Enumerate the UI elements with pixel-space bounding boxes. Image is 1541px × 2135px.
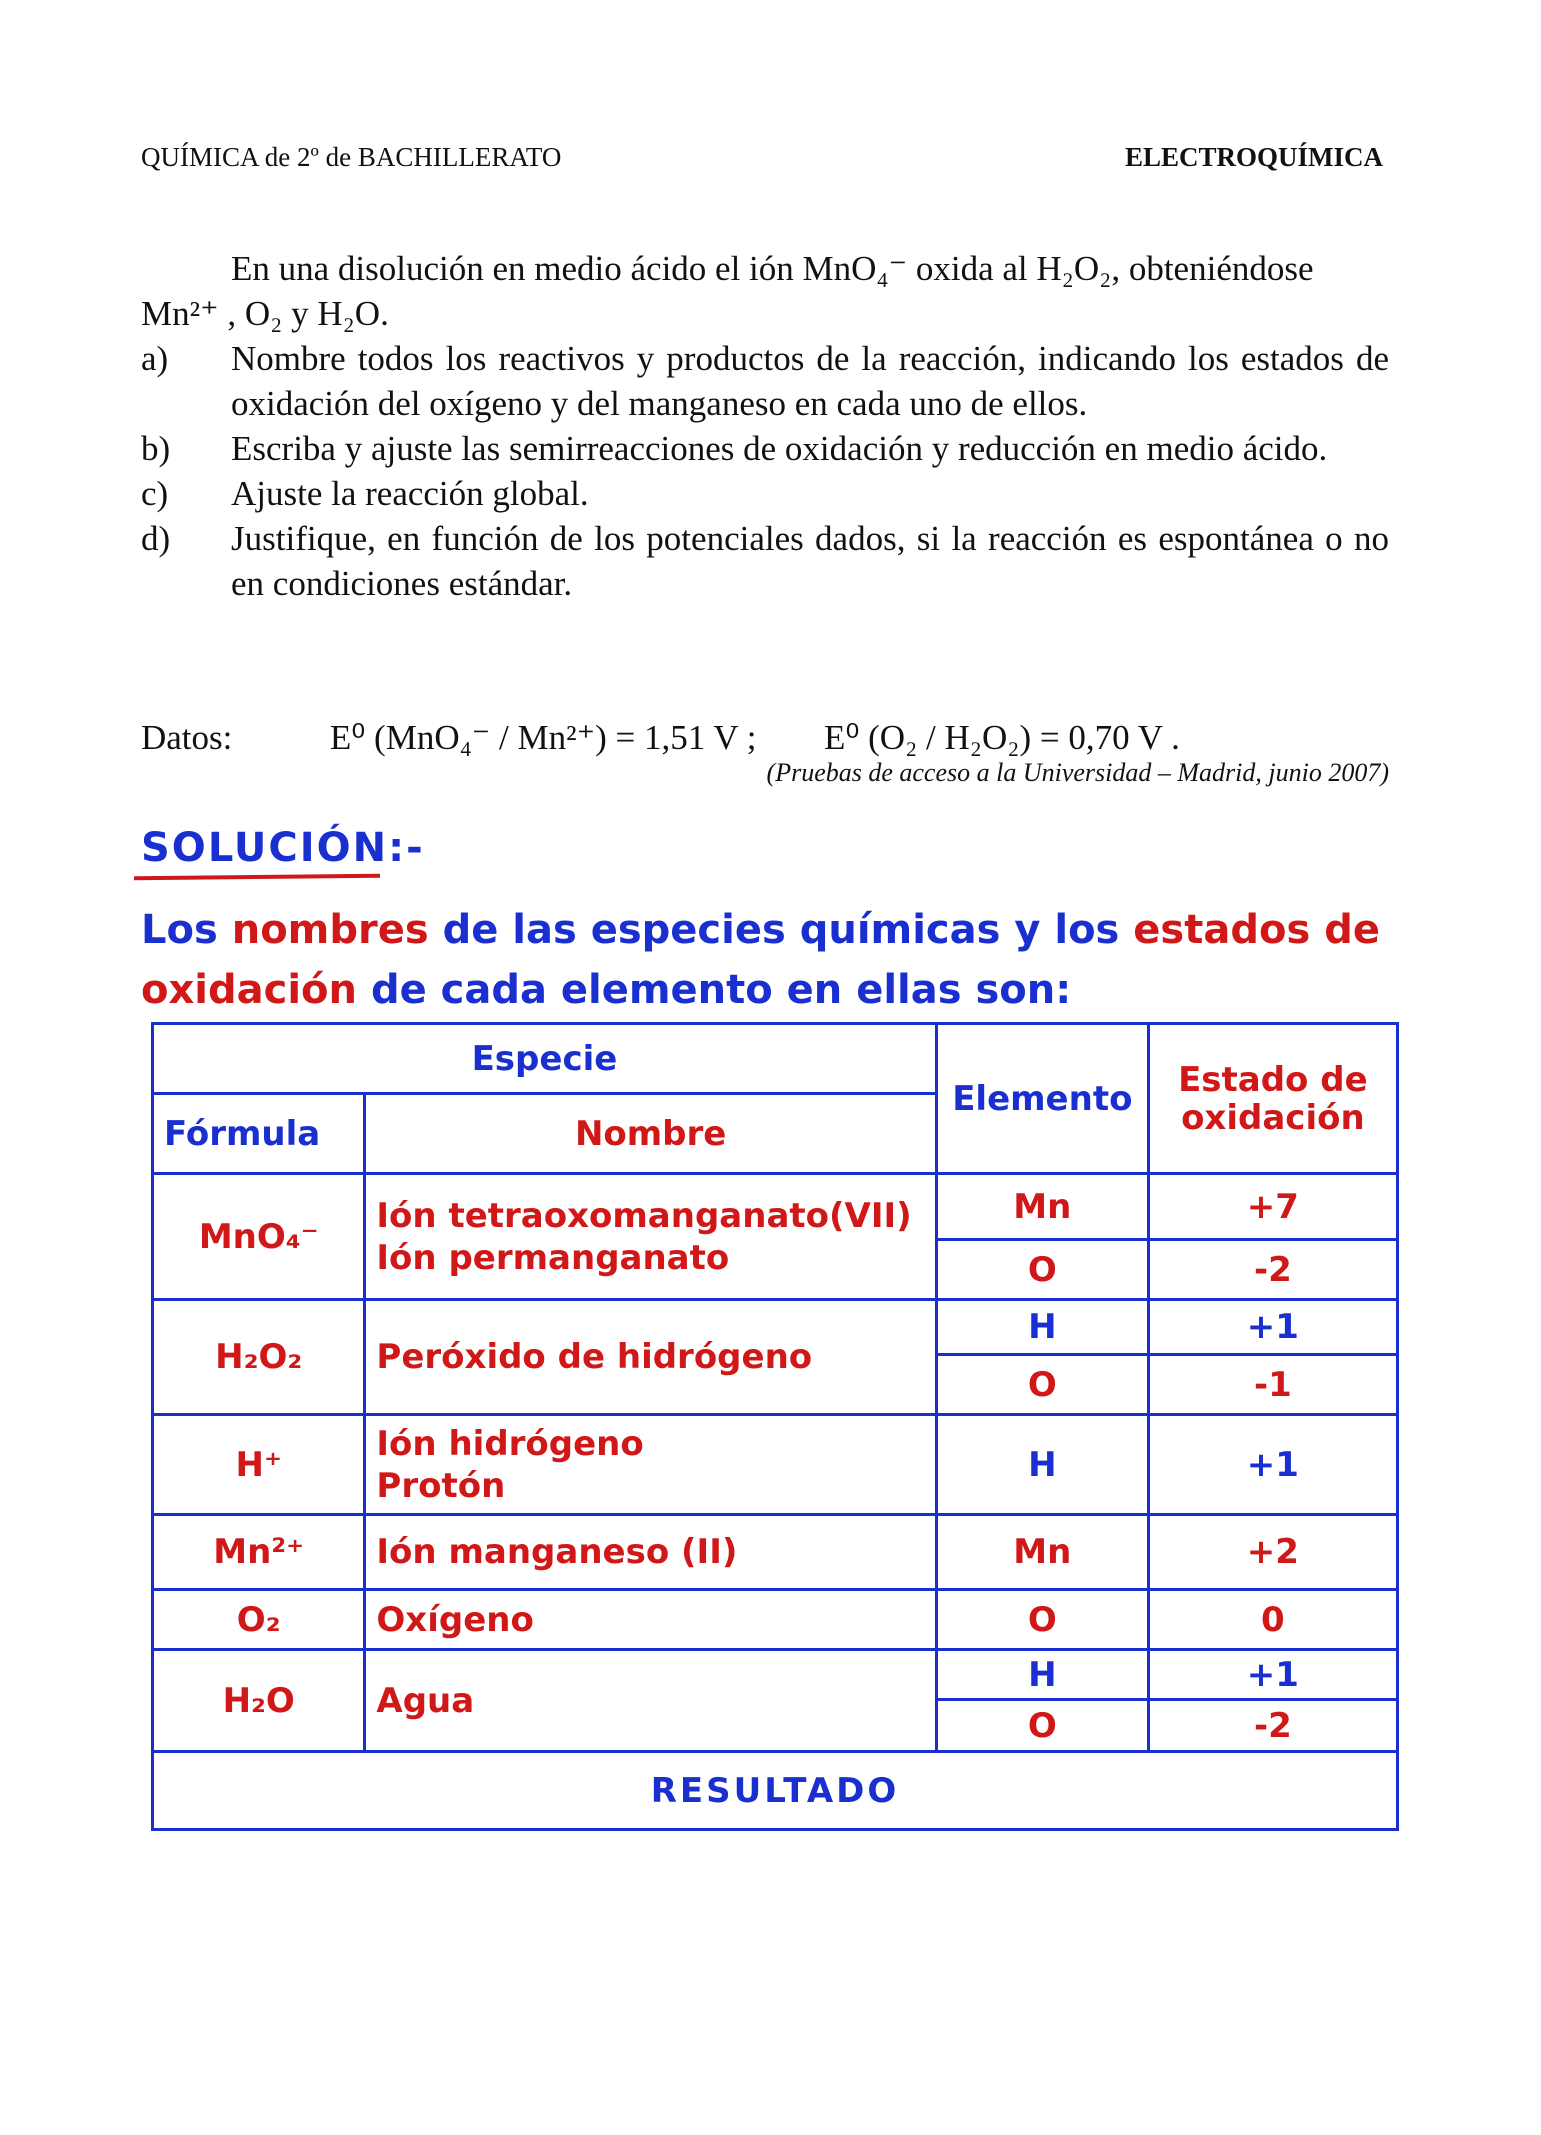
elemento-cell: O: [936, 1240, 1148, 1300]
elemento-cell: O: [936, 1355, 1148, 1415]
elemento-cell: H: [936, 1650, 1148, 1700]
data-label: Datos:: [141, 718, 233, 757]
estado-cell: -2: [1148, 1700, 1397, 1752]
item-label: b): [141, 429, 171, 468]
nombre-line: Ión hidrógeno: [376, 1423, 644, 1464]
elemento-cell: O: [936, 1700, 1148, 1752]
formula-h2o: H₂O: [153, 1650, 365, 1752]
estado-cell: +1: [1148, 1415, 1397, 1515]
elemento-cell: Mn: [936, 1174, 1148, 1240]
estado-cell: +1: [1148, 1650, 1397, 1700]
nombre-h2o2: Peróxido de hidrógeno: [365, 1300, 936, 1415]
estado-cell: +1: [1148, 1300, 1397, 1355]
estado-cell: +7: [1148, 1174, 1397, 1240]
intro-text: de cada elemento en ellas son:: [370, 967, 1072, 1013]
data-potential-2: E⁰ (O₂ / H₂O₂) = 0,70 V .: [823, 718, 1180, 757]
estado-cell: -2: [1148, 1240, 1397, 1300]
data-line: [141, 718, 1180, 758]
header-topic: ELECTROQUÍMICA: [1124, 142, 1383, 172]
nombre-line: Ión permanganato: [376, 1237, 730, 1278]
header-estado: Estado de oxidación: [1148, 1024, 1397, 1174]
intro-highlight: estados de oxidación: [141, 907, 1380, 1013]
nombre-o2: Oxígeno: [365, 1590, 936, 1650]
solution-intro: [141, 900, 1411, 1020]
header-especie: Especie: [153, 1024, 937, 1094]
estado-cell: 0: [1148, 1590, 1397, 1650]
nombre-line: Protón: [376, 1465, 506, 1506]
solution-title: SOLUCIÓN:-: [141, 825, 425, 871]
data-potential-1: E⁰ (MnO₄⁻ / Mn²⁺) = 1,51 V ;: [329, 718, 757, 757]
nombre-line: Ión tetraoxomanganato(VII): [376, 1195, 912, 1236]
elemento-cell: H: [936, 1415, 1148, 1515]
elemento-cell: O: [936, 1590, 1148, 1650]
item-text: Ajuste la reacción global.: [231, 474, 589, 513]
nombre-h2o: Agua: [365, 1650, 936, 1752]
item-label: a): [141, 339, 169, 378]
item-b: [141, 426, 1389, 471]
header-elemento: Elemento: [936, 1024, 1148, 1174]
formula-o2: O₂: [153, 1590, 365, 1650]
item-d: [141, 516, 1389, 606]
source-citation: (Pruebas de acceso a la Universidad – Madrid, junio 2007): [766, 758, 1389, 787]
nombre-h-plus: [365, 1415, 936, 1515]
species-table: [151, 1022, 1399, 1831]
nombre-mno4: [365, 1174, 936, 1300]
nombre-mn2: Ión manganeso (II): [365, 1515, 936, 1590]
item-label: c): [141, 474, 169, 513]
header-nombre: Nombre: [365, 1094, 936, 1174]
title-underline: [134, 874, 380, 881]
intro-text: Los: [141, 907, 218, 953]
estado-cell: +2: [1148, 1515, 1397, 1590]
problem-intro: En una disolución en medio ácido el ión MnO₄⁻ oxida al H₂O₂, obteniéndose Mn²⁺ , O₂ y H₂O.: [141, 249, 1314, 333]
header-formula: Fórmula: [153, 1094, 365, 1174]
item-text: Nombre todos los reactivos y productos de la reacción, indicando los estados de oxidación del oxígeno y del manganeso en cada uno de ellos.: [231, 339, 1389, 423]
resultado-row: RESULTADO: [153, 1752, 1398, 1830]
formula-mn2: Mn²⁺: [153, 1515, 365, 1590]
formula-h-plus: H⁺: [153, 1415, 365, 1515]
formula-h2o2: H₂O₂: [153, 1300, 365, 1415]
elemento-cell: Mn: [936, 1515, 1148, 1590]
item-text: Escriba y ajuste las semirreacciones de oxidación y reducción en medio ácido.: [231, 429, 1328, 468]
item-label: d): [141, 519, 171, 558]
item-c: [141, 471, 1389, 516]
formula-mno4: MnO₄⁻: [153, 1174, 365, 1300]
intro-text: de las especies químicas y los: [442, 907, 1120, 953]
intro-highlight: nombres: [231, 907, 429, 953]
elemento-cell: H: [936, 1300, 1148, 1355]
item-a: [141, 336, 1389, 426]
problem-statement: [141, 246, 1389, 606]
header-subject: QUÍMICA de 2º de BACHILLERATO: [141, 142, 562, 172]
item-text: Justifique, en función de los potenciales dados, si la reacción es espontánea o no en condiciones estándar.: [231, 519, 1389, 603]
estado-cell: -1: [1148, 1355, 1397, 1415]
